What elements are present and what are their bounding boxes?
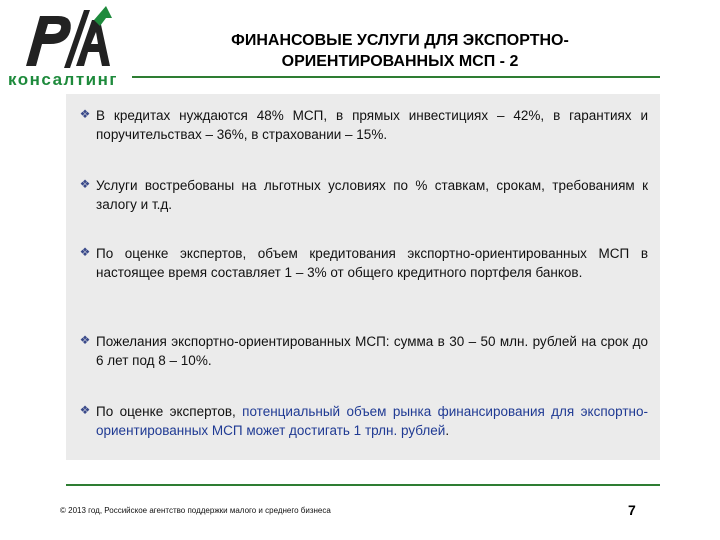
diamond-bullet-icon: ❖ <box>79 107 91 121</box>
content-panel <box>66 94 660 460</box>
diamond-bullet-icon: ❖ <box>79 177 91 191</box>
text-highlight: потенциальный объем рынка финансирования для экспортно-ориентированных МСП может достигать 1 трлн. рублей <box>96 404 648 438</box>
list-item-text: Пожелания экспортно-ориентированных МСП: сумма в 30 – 50 млн. рублей на срок до 6 лет под 8 – 10%. <box>96 334 648 368</box>
page-title: ФИНАНСОВЫЕ УСЛУГИ ДЛЯ ЭКСПОРТНО-ОРИЕНТИРОВАННЫХ МСП - 2 <box>231 32 569 70</box>
diamond-bullet-icon: ❖ <box>79 403 91 417</box>
text-plain: По оценке экспертов, <box>96 404 243 419</box>
ra-monogram-icon <box>20 6 120 72</box>
logo-wordmark: консалтинг <box>8 70 118 89</box>
list-item-text: Услуги востребованы на льготных условиях по % ставкам, срокам, требованиям к залогу и т.д. <box>96 178 648 212</box>
text-plain: . <box>445 423 450 438</box>
diamond-bullet-icon: ❖ <box>79 245 91 259</box>
footer-copyright: © 2013 год, Российское агентство поддержки малого и среднего бизнеса <box>60 506 331 515</box>
footer-divider <box>66 484 660 486</box>
list-item-text: В кредитах нуждаются 48% МСП, в прямых инвестициях – 42%, в гарантиях и поручительствах – 36%, в страховании – 15%. <box>96 108 648 142</box>
list-item-text: По оценке экспертов, объем кредитования экспортно-ориентированных МСП в настоящее время составляет 1 – 3% от общего кредитного портфеля банков. <box>96 246 648 280</box>
page-number: 7 <box>628 502 636 518</box>
diamond-bullet-icon: ❖ <box>79 333 91 347</box>
list-item-text <box>96 402 648 440</box>
title-divider <box>132 76 660 78</box>
company-logo <box>8 6 132 92</box>
